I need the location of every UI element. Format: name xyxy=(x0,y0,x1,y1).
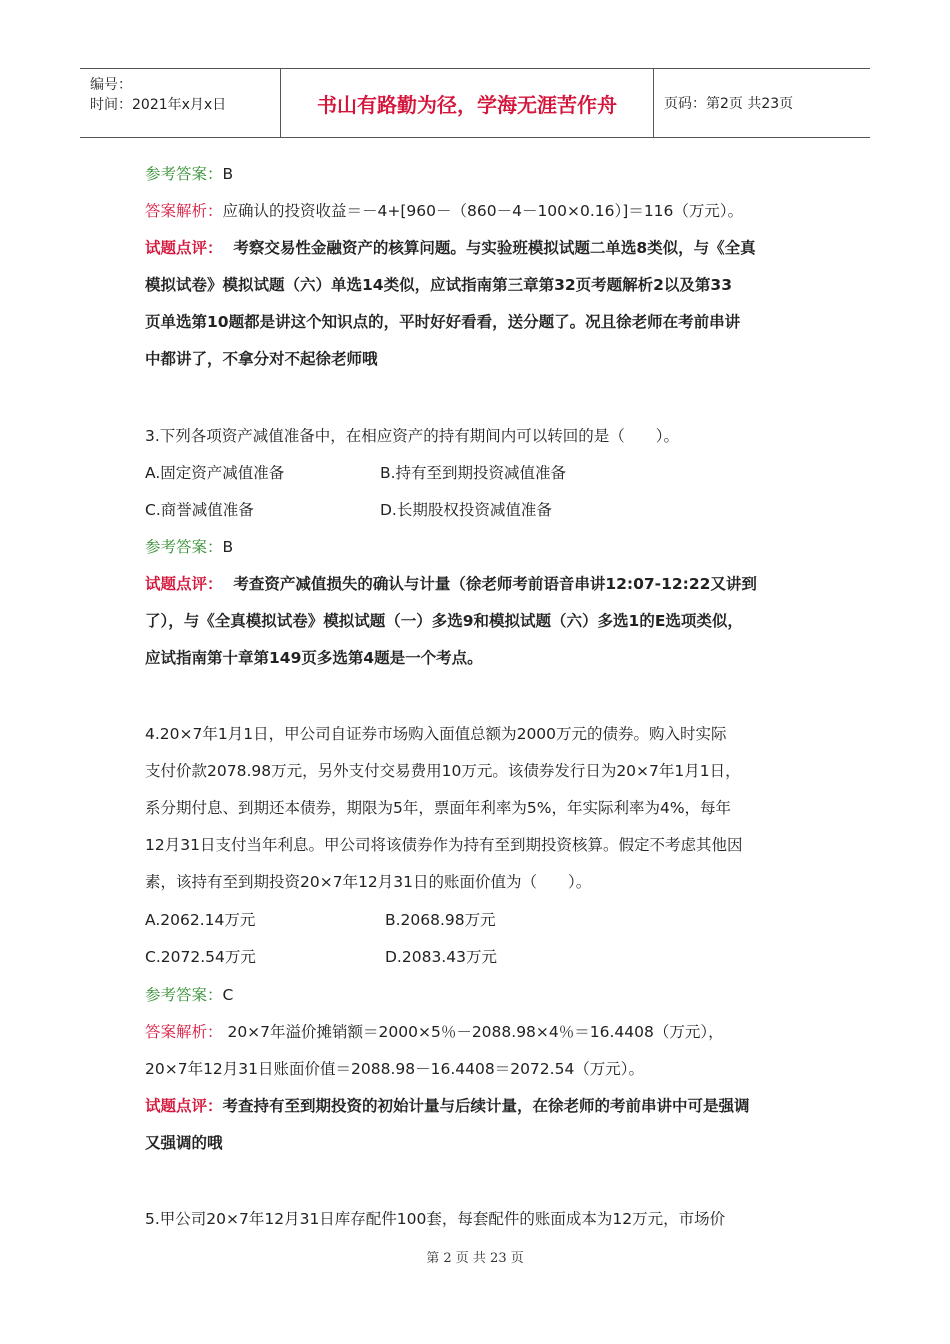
answer-value: B xyxy=(222,165,234,183)
q2-comment-line: 中都讲了，不拿分对不起徐老师哦 xyxy=(145,350,378,368)
q4-comment-line: 试题点评：考查持有至到期投资的初始计量与后续计量，在徐老师的考前串讲中可是强调 xyxy=(145,1097,750,1115)
q3-question: 3.下列各项资产减值准备中，在相应资产的持有期间内可以转回的是（ ）。 xyxy=(145,427,680,445)
q3-comment-line: 试题点评： 考查资产减值损失的确认与计量（徐老师考前语音串讲12:07-12:22又讲到 xyxy=(145,575,757,593)
q3-answer xyxy=(145,535,233,557)
q3-option-c: C.商誉减值准备 xyxy=(145,501,254,519)
q4-analysis: 答案解析： 20×7年溢价摊销额＝2000×5％－2088.98×4％＝16.4408（万元）， xyxy=(145,1023,724,1041)
comment-label: 试题点评： xyxy=(145,239,223,257)
q2-comment-line: 页单选第10题都是讲这个知识点的，平时好好看看，送分题了。况且徐老师在考前串讲 xyxy=(145,313,741,331)
answer-label: 参考答案： xyxy=(145,538,223,556)
header-meta xyxy=(80,69,280,137)
comment-label: 试题点评： xyxy=(145,575,223,593)
answer-value: B xyxy=(222,538,234,556)
q3-option-b: B.持有至到期投资减值准备 xyxy=(380,464,567,482)
q5-question-line: 5.甲公司20×7年12月31日库存配件100套，每套配件的账面成本为12万元，市场价 xyxy=(145,1210,726,1228)
q4-comment-line: 又强调的哦 xyxy=(145,1134,223,1152)
q4-analysis-line: 20×7年12月31日账面价值＝2088.98－16.4408＝2072.54（万元）。 xyxy=(145,1060,645,1078)
q3-comment-line: 应试指南第十章第149页多选第4题是一个考点。 xyxy=(145,649,483,667)
q4-answer xyxy=(145,983,233,1005)
q2-comment-line: 模拟试卷》模拟试题（六）单选14类似，应试指南第三章第32页考题解析2以及第33 xyxy=(145,276,732,294)
comment-label: 试题点评： xyxy=(145,1097,223,1115)
q2-analysis xyxy=(145,199,743,221)
page-footer: 第 2 页 共 23 页 xyxy=(426,1251,524,1266)
q4-question-line: 支付价款2078.98万元，另外支付交易费用10万元。该债券发行日为20×7年1月1日， xyxy=(145,762,741,780)
number-label: 编号： xyxy=(90,77,132,93)
analysis-label: 答案解析： xyxy=(145,202,223,220)
analysis-text: 应确认的投资收益＝－4+[960－（860－4－100×0.16）]＝116（万元）。 xyxy=(222,202,744,220)
header-motto: 书山有路勤为径，学海无涯苦作舟 xyxy=(280,69,654,137)
q3-option-a: A.固定资产减值准备 xyxy=(145,464,285,482)
q3-comment-line: 了），与《全真模拟试卷》模拟试题（一）多选9和模拟试题（六）多选1的E选项类似， xyxy=(145,612,743,630)
answer-label: 参考答案： xyxy=(145,165,223,183)
q4-option-a: A.2062.14万元 xyxy=(145,911,256,929)
q4-option-c: C.2072.54万元 xyxy=(145,948,256,966)
q4-question-line: 素，该持有至到期投资20×7年12月31日的账面价值为（ ）。 xyxy=(145,873,592,891)
answer-label: 参考答案： xyxy=(145,986,223,1004)
header-page-info: 页码：第2页 共23页 xyxy=(664,96,794,112)
time-label: 时间：2021年x月x日 xyxy=(90,97,227,113)
page-header xyxy=(80,68,870,138)
q2-answer xyxy=(145,162,233,184)
q4-question-line: 系分期付息、到期还本债券，期限为5年，票面年利率为5%，年实际利率为4%，每年 xyxy=(145,799,732,817)
q4-option-b: B.2068.98万元 xyxy=(385,911,496,929)
analysis-label: 答案解析： xyxy=(145,1023,223,1041)
q2-comment-line: 试题点评： 考察交易性金融资产的核算问题。与实验班模拟试题二单选8类似，与《全真 xyxy=(145,239,756,257)
q4-question-line: 4.20×7年1月1日，甲公司自证券市场购入面值总额为2000万元的债券。购入时实际 xyxy=(145,725,727,743)
answer-value: C xyxy=(222,986,234,1004)
q4-option-d: D.2083.43万元 xyxy=(385,948,497,966)
q3-option-d: D.长期股权投资减值准备 xyxy=(380,501,552,519)
q4-question-line: 12月31日支付当年利息。甲公司将该债券作为持有至到期投资核算。假定不考虑其他因 xyxy=(145,836,743,854)
